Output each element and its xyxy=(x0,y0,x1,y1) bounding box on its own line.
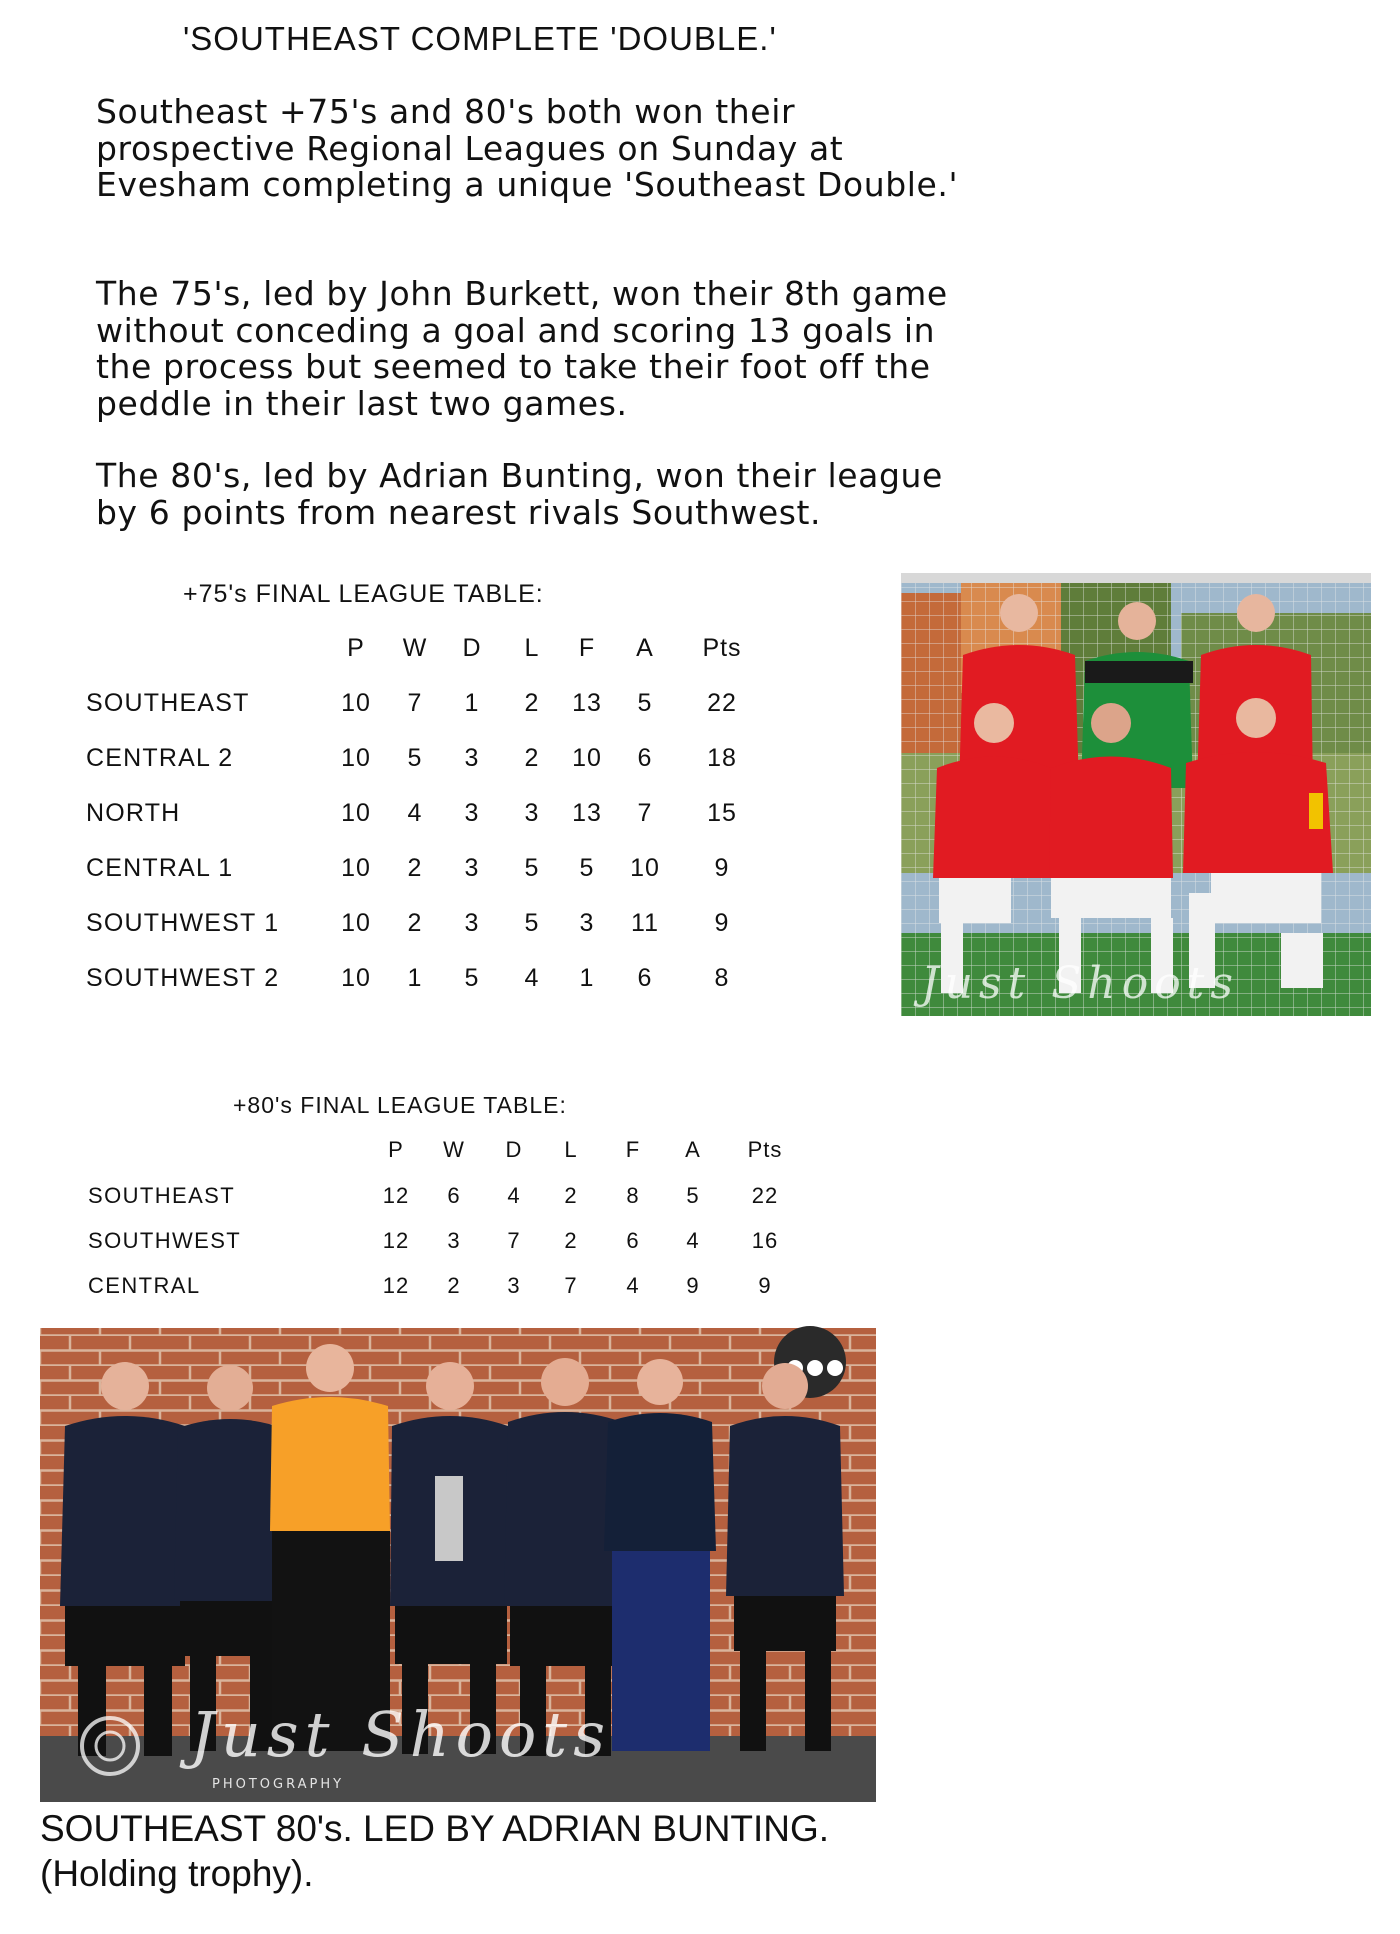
table-cell: 3 xyxy=(464,744,480,772)
table-column-header: D xyxy=(462,634,482,662)
table-cell: 13 xyxy=(572,689,602,717)
table-column-header: A xyxy=(685,1137,701,1162)
table-cell: 10 xyxy=(630,854,660,882)
table-team-name: CENTRAL 2 xyxy=(86,744,234,772)
table-cell: 9 xyxy=(714,854,730,882)
table-team-name: CENTRAL 1 xyxy=(86,854,234,882)
table-cell: 7 xyxy=(507,1228,521,1253)
table-cell: 16 xyxy=(751,1228,779,1253)
table-cell: 5 xyxy=(579,854,595,882)
table-cell: 5 xyxy=(464,964,480,992)
table-cell: 12 xyxy=(382,1273,410,1298)
table-cell: 12 xyxy=(382,1183,410,1208)
table-80-title: +80's FINAL LEAGUE TABLE: xyxy=(233,1092,567,1118)
table-column-header: P xyxy=(347,634,365,662)
table-cell: 5 xyxy=(637,689,653,717)
table-cell: 3 xyxy=(507,1273,521,1298)
table-cell: 2 xyxy=(564,1183,578,1208)
table-cell: 2 xyxy=(407,909,423,937)
table-cell: 7 xyxy=(637,799,653,827)
table-column-header: Pts xyxy=(702,634,742,662)
table-column-header: A xyxy=(636,634,654,662)
table-cell: 3 xyxy=(464,909,480,937)
table-cell: 6 xyxy=(447,1183,461,1208)
table-team-name: SOUTHWEST 2 xyxy=(86,964,280,992)
table-column-header: Pts xyxy=(747,1137,783,1162)
table-cell: 22 xyxy=(751,1183,779,1208)
article-paragraph: The 80's, led by Adrian Bunting, won their league by 6 points from nearest rivals Southwest. xyxy=(96,456,943,532)
table-cell: 8 xyxy=(714,964,730,992)
photo-watermark: Just Shoots xyxy=(190,1698,612,1771)
headline: 'SOUTHEAST COMPLETE 'DOUBLE.' xyxy=(183,20,777,57)
table-column-header: F xyxy=(578,634,596,662)
table-cell: 6 xyxy=(637,964,653,992)
table-cell: 10 xyxy=(341,744,371,772)
table-cell: 3 xyxy=(447,1228,461,1253)
table-column-header: L xyxy=(564,1137,578,1162)
table-cell: 10 xyxy=(341,689,371,717)
table-cell: 2 xyxy=(447,1273,461,1298)
table-cell: 9 xyxy=(714,909,730,937)
table-cell: 4 xyxy=(524,964,540,992)
table-cell: 4 xyxy=(686,1228,700,1253)
caption-line: SOUTHEAST 80's. LED BY ADRIAN BUNTING. xyxy=(40,1808,830,1849)
article-paragraph: Southeast +75's and 80's both won their prospective Regional Leagues on Sunday at Evesham completing a unique 'Southeast Double.' xyxy=(96,92,959,204)
table-cell: 3 xyxy=(464,799,480,827)
article-paragraph: The 75's, led by John Burkett, won their 8th game without conceding a goal and scoring 13 goals in the process but seemed to take their foot off the peddle in their last two games. xyxy=(96,274,948,423)
table-75-title: +75's FINAL LEAGUE TABLE: xyxy=(183,580,544,608)
table-cell: 8 xyxy=(626,1183,640,1208)
team-75-photo xyxy=(901,573,1371,1016)
team-80-photo xyxy=(40,1306,876,1802)
table-column-header: L xyxy=(524,634,540,662)
table-cell: 10 xyxy=(341,909,371,937)
table-column-header: W xyxy=(443,1137,465,1162)
caption-line: (Holding trophy). xyxy=(40,1853,314,1894)
table-cell: 9 xyxy=(686,1273,700,1298)
table-cell: 3 xyxy=(524,799,540,827)
table-cell: 11 xyxy=(631,909,659,937)
photo-watermark: Just Shoots xyxy=(921,958,1239,1009)
table-cell: 15 xyxy=(707,799,737,827)
table-cell: 3 xyxy=(464,854,480,882)
table-column-header: W xyxy=(402,634,428,662)
table-cell: 10 xyxy=(341,854,371,882)
photo-caption xyxy=(40,1806,1040,1896)
table-cell: 4 xyxy=(407,799,423,827)
table-cell: 5 xyxy=(686,1183,700,1208)
table-cell: 9 xyxy=(758,1273,772,1298)
table-cell: 5 xyxy=(524,909,540,937)
table-cell: 5 xyxy=(407,744,423,772)
table-team-name: SOUTHEAST xyxy=(86,689,250,717)
table-cell: 4 xyxy=(507,1183,521,1208)
table-team-name: SOUTHWEST xyxy=(88,1228,242,1253)
table-cell: 7 xyxy=(407,689,423,717)
table-cell: 6 xyxy=(637,744,653,772)
table-column-header: F xyxy=(625,1137,641,1162)
table-cell: 3 xyxy=(579,909,595,937)
table-cell: 2 xyxy=(564,1228,578,1253)
table-team-name: SOUTHEAST xyxy=(88,1183,236,1208)
table-cell: 12 xyxy=(382,1228,410,1253)
table-column-header: P xyxy=(388,1137,404,1162)
table-cell: 5 xyxy=(524,854,540,882)
table-cell: 2 xyxy=(524,689,540,717)
table-cell: 4 xyxy=(626,1273,640,1298)
table-cell: 10 xyxy=(341,964,371,992)
table-cell: 10 xyxy=(341,799,371,827)
table-cell: 2 xyxy=(407,854,423,882)
table-cell: 6 xyxy=(626,1228,640,1253)
table-cell: 7 xyxy=(564,1273,578,1298)
table-cell: 2 xyxy=(524,744,540,772)
table-team-name: CENTRAL xyxy=(88,1273,201,1298)
table-team-name: NORTH xyxy=(86,799,181,827)
table-team-name: SOUTHWEST 1 xyxy=(86,909,280,937)
table-cell: 1 xyxy=(579,964,595,992)
table-cell: 1 xyxy=(407,964,423,992)
photo-watermark-sub: PHOTOGRAPHY xyxy=(212,1777,345,1792)
table-column-header: D xyxy=(505,1137,523,1162)
table-cell: 13 xyxy=(572,799,602,827)
table-cell: 1 xyxy=(464,689,480,717)
table-cell: 22 xyxy=(707,689,737,717)
table-cell: 10 xyxy=(572,744,602,772)
table-cell: 18 xyxy=(707,744,737,772)
